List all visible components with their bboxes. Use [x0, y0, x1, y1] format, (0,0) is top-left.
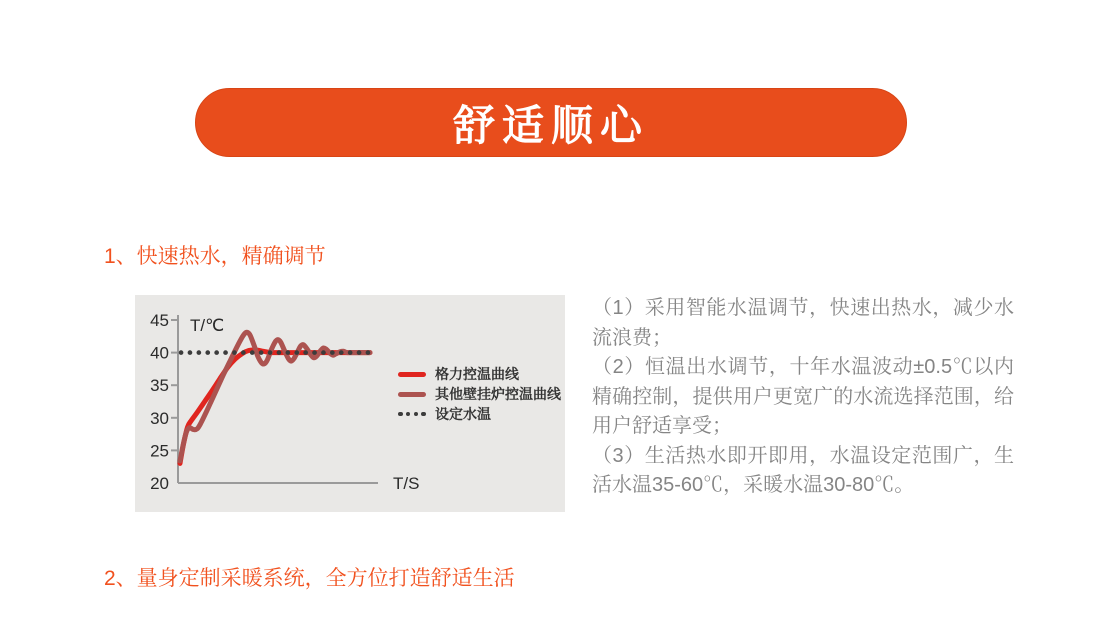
legend-label: 其他壁挂炉控温曲线: [435, 386, 561, 402]
legend-row: [398, 407, 561, 421]
temperature-chart-panel: [135, 295, 565, 512]
legend-line-swatch: [398, 392, 426, 397]
y-axis-label: T/℃: [190, 316, 225, 335]
y-tick-label: 40: [150, 343, 169, 363]
legend-line-swatch: [398, 372, 426, 377]
section-2-heading: 2、量身定制采暖系统，全方位打造舒适生活: [104, 567, 515, 590]
feature-description: [592, 294, 1014, 501]
title-banner: [195, 88, 907, 157]
legend-label: 格力控温曲线: [435, 366, 519, 382]
legend-row: [398, 387, 561, 401]
y-tick-label: 45: [150, 311, 169, 330]
feature-item-2: （2）恒温出水调节，十年水温波动±0.5℃以内精确控制，提供用户更宽广的水流选择范围，给用户舒适享受；: [592, 356, 1014, 437]
x-axis-label: T/S: [393, 474, 420, 493]
y-tick-label: 30: [150, 408, 169, 428]
feature-item-1: （1）采用智能水温调节，快速出热水，减少水流浪费；: [592, 297, 1014, 349]
chart-legend: [398, 367, 561, 421]
section-1-heading: 1、快速热水，精确调节: [104, 245, 326, 268]
y-tick-label: 35: [150, 376, 169, 396]
legend-label: 设定水温: [435, 406, 491, 422]
feature-item-3: （3）生活热水即开即用，水温设定范围广，生活水温35-60℃，采暖水温30-80℃。: [592, 444, 1014, 496]
legend-row: [398, 367, 561, 381]
y-tick-label: 20: [150, 474, 169, 493]
y-tick-label: 25: [150, 441, 169, 461]
legend-dotted-swatch: [398, 412, 426, 417]
page-title: 舒适顺心: [452, 101, 649, 149]
